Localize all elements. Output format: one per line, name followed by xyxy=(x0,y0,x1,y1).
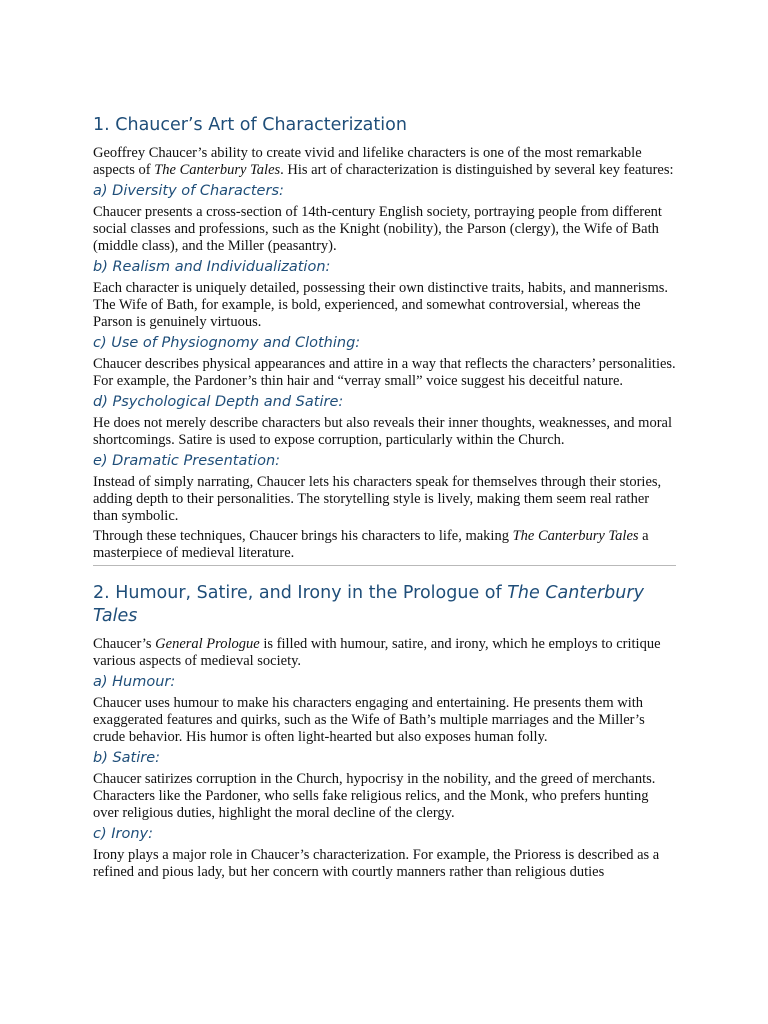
paragraph-realism: Each character is uniquely detailed, possessing their own distinctive traits, habits, and mannerisms. The Wife of Bath, for example, is bold, experienced, and somewhat controversial, whereas the Parson is genuinely virtuous. xyxy=(93,280,669,330)
document-page xyxy=(93,114,676,884)
section-2-intro xyxy=(93,636,676,670)
subheading-realism: b) Realism and Individualization: xyxy=(93,259,331,275)
subheading-physiognomy: c) Use of Physiognomy and Clothing: xyxy=(93,335,361,351)
subheading-psychological-depth: d) Psychological Depth and Satire: xyxy=(93,394,344,410)
paragraph-humour: Chaucer uses humour to make his characters engaging and entertaining. He presents them with exaggerated features and quirks, such as the Wife of Bath’s multiple marriages and the Miller’s crude behavior. His humor is often light-hearted but also exposes human folly. xyxy=(93,695,645,745)
conclusion-text-end: a masterpiece of medieval literature. xyxy=(93,528,649,561)
section-divider xyxy=(93,565,676,566)
subheading-humour: a) Humour: xyxy=(93,674,176,690)
subheading-irony: c) Irony: xyxy=(93,826,154,842)
section-2-title xyxy=(93,582,676,628)
intro2-text-start: Chaucer’s xyxy=(93,636,156,652)
paragraph-psychological-depth: He does not merely describe characters but also reveals their inner thoughts, weaknesses, and moral shortcomings. Satire is used to expose corruption, particularly within the Church. xyxy=(93,415,672,448)
section-2-title-text: 2. Humour, Satire, and Irony in the Prologue of xyxy=(93,583,508,603)
section-1-intro xyxy=(93,145,676,179)
intro2-work-title: General Prologue xyxy=(155,636,260,652)
subheading-diversity: a) Diversity of Characters: xyxy=(93,183,284,199)
intro-text-start: Geoffrey Chaucer’s ability to create vivid and lifelike characters is one of the most remarkable aspects of xyxy=(93,145,642,178)
subheading-satire: b) Satire: xyxy=(93,750,161,766)
conclusion-book-title: The Canterbury Tales xyxy=(512,528,639,544)
section-2-title-book: The Canterbury Tales xyxy=(93,583,644,626)
paragraph-irony: Irony plays a major role in Chaucer’s characterization. For example, the Prioress is described as a refined and pious lady, but her concern with courtly manners rather than religious duties xyxy=(93,847,660,880)
subheading-dramatic-presentation: e) Dramatic Presentation: xyxy=(93,453,281,469)
paragraph-physiognomy: Chaucer describes physical appearances and attire in a way that reflects the characters’ personalities. For example, the Pardoner’s thin hair and “verray small” voice suggest his deceitful nature. xyxy=(93,356,676,389)
section-1-title: 1. Chaucer’s Art of Characterization xyxy=(93,115,407,135)
intro-book-title: The Canterbury Tales xyxy=(154,162,281,178)
paragraph-dramatic-presentation: Instead of simply narrating, Chaucer lets his characters speak for themselves through their stories, adding depth to their personalities. The storytelling style is lively, making them seem real rather than symbolic. xyxy=(93,474,662,524)
paragraph-diversity: Chaucer presents a cross-section of 14th-century English society, portraying people from different social classes and professions, such as the Knight (nobility), the Parson (clergy), the Wife of Bath (middle class), and the Miller (peasantry). xyxy=(93,204,662,254)
intro-text-end: . His art of characterization is distinguished by several key features: xyxy=(280,162,674,178)
intro2-text-end: is filled with humour, satire, and irony, which he employs to critique various aspects of medieval society. xyxy=(93,636,661,669)
section-1-conclusion xyxy=(93,528,676,562)
conclusion-text-start: Through these techniques, Chaucer brings his characters to life, making xyxy=(93,528,513,544)
paragraph-satire: Chaucer satirizes corruption in the Church, hypocrisy in the nobility, and the greed of merchants. Characters like the Pardoner, who sells fake religious relics, and the Monk, who prefers hunting over religious duties, highlight the moral decline of the clergy. xyxy=(93,771,656,821)
